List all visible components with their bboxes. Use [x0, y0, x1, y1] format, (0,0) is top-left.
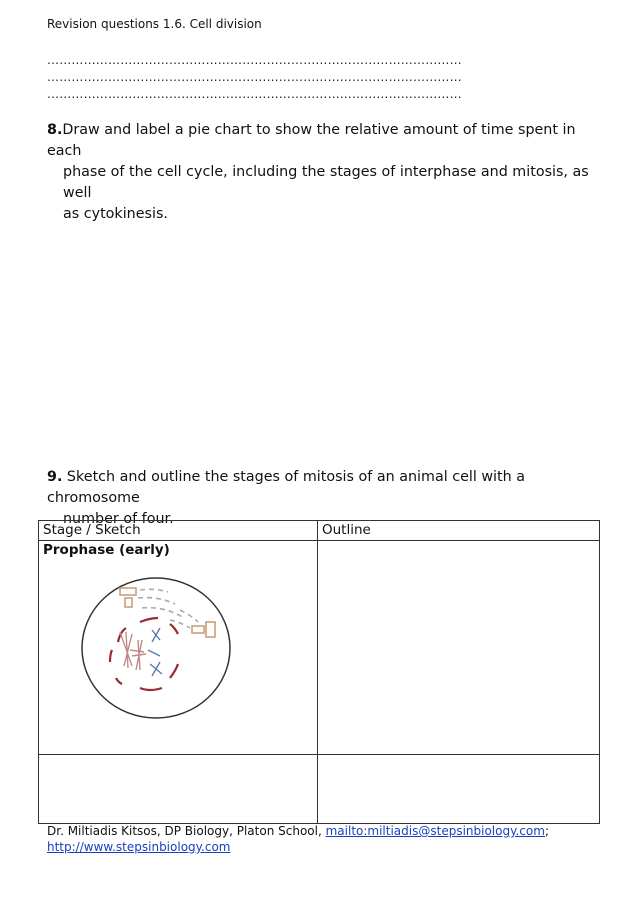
answer-line: ………………………………………………………………………………………… — [47, 87, 462, 101]
email-link[interactable]: mailto:miltiadis@stepsinbiology.com — [325, 824, 545, 838]
page-footer — [47, 823, 549, 855]
question-text-line: Sketch and outline the stages of mitosis of an animal cell with a chromosome — [47, 469, 526, 506]
question-number: 8. — [47, 122, 63, 138]
answer-line: ………………………………………………………………………………………… — [47, 53, 462, 67]
question-text-line: as cytokinesis. — [63, 206, 168, 222]
document-header: Revision questions 1.6. Cell division — [47, 17, 262, 31]
outline-cell[interactable] — [318, 541, 600, 755]
column-header-outline: Outline — [318, 521, 600, 541]
answer-line: ………………………………………………………………………………………… — [47, 70, 462, 84]
table-header-row — [39, 521, 600, 541]
question-number: 9. — [47, 469, 63, 485]
question-text-line: phase of the cell cycle, including the stages of interphase and mitosis, as well — [63, 164, 589, 201]
centriole-icon — [120, 588, 136, 595]
question-8 — [47, 120, 597, 225]
question-text-line: number of four. — [63, 511, 174, 527]
chromosome-icon — [120, 632, 146, 670]
centriole-icon — [192, 626, 204, 633]
table-row — [39, 755, 600, 824]
spindle-fibres — [138, 589, 198, 628]
stage-label: Prophase (early) — [43, 542, 170, 558]
author-credit: Dr. Miltiadis Kitsos, DP Biology, Platon School, — [47, 824, 326, 838]
outline-cell[interactable] — [318, 755, 600, 824]
footer-separator: ; — [544, 824, 549, 838]
column-header-stage: Stage / Sketch — [39, 521, 318, 541]
prophase-cell-sketch — [80, 570, 240, 725]
question-text-line: Draw and label a pie chart to show the relative amount of time spent in each — [47, 122, 576, 159]
centriole-icon — [206, 622, 215, 637]
stage-cell[interactable] — [39, 755, 318, 824]
centriole-icon — [125, 598, 132, 607]
chromosome-icon — [148, 628, 162, 676]
website-link[interactable]: http://www.stepsinbiology.com — [47, 840, 231, 854]
